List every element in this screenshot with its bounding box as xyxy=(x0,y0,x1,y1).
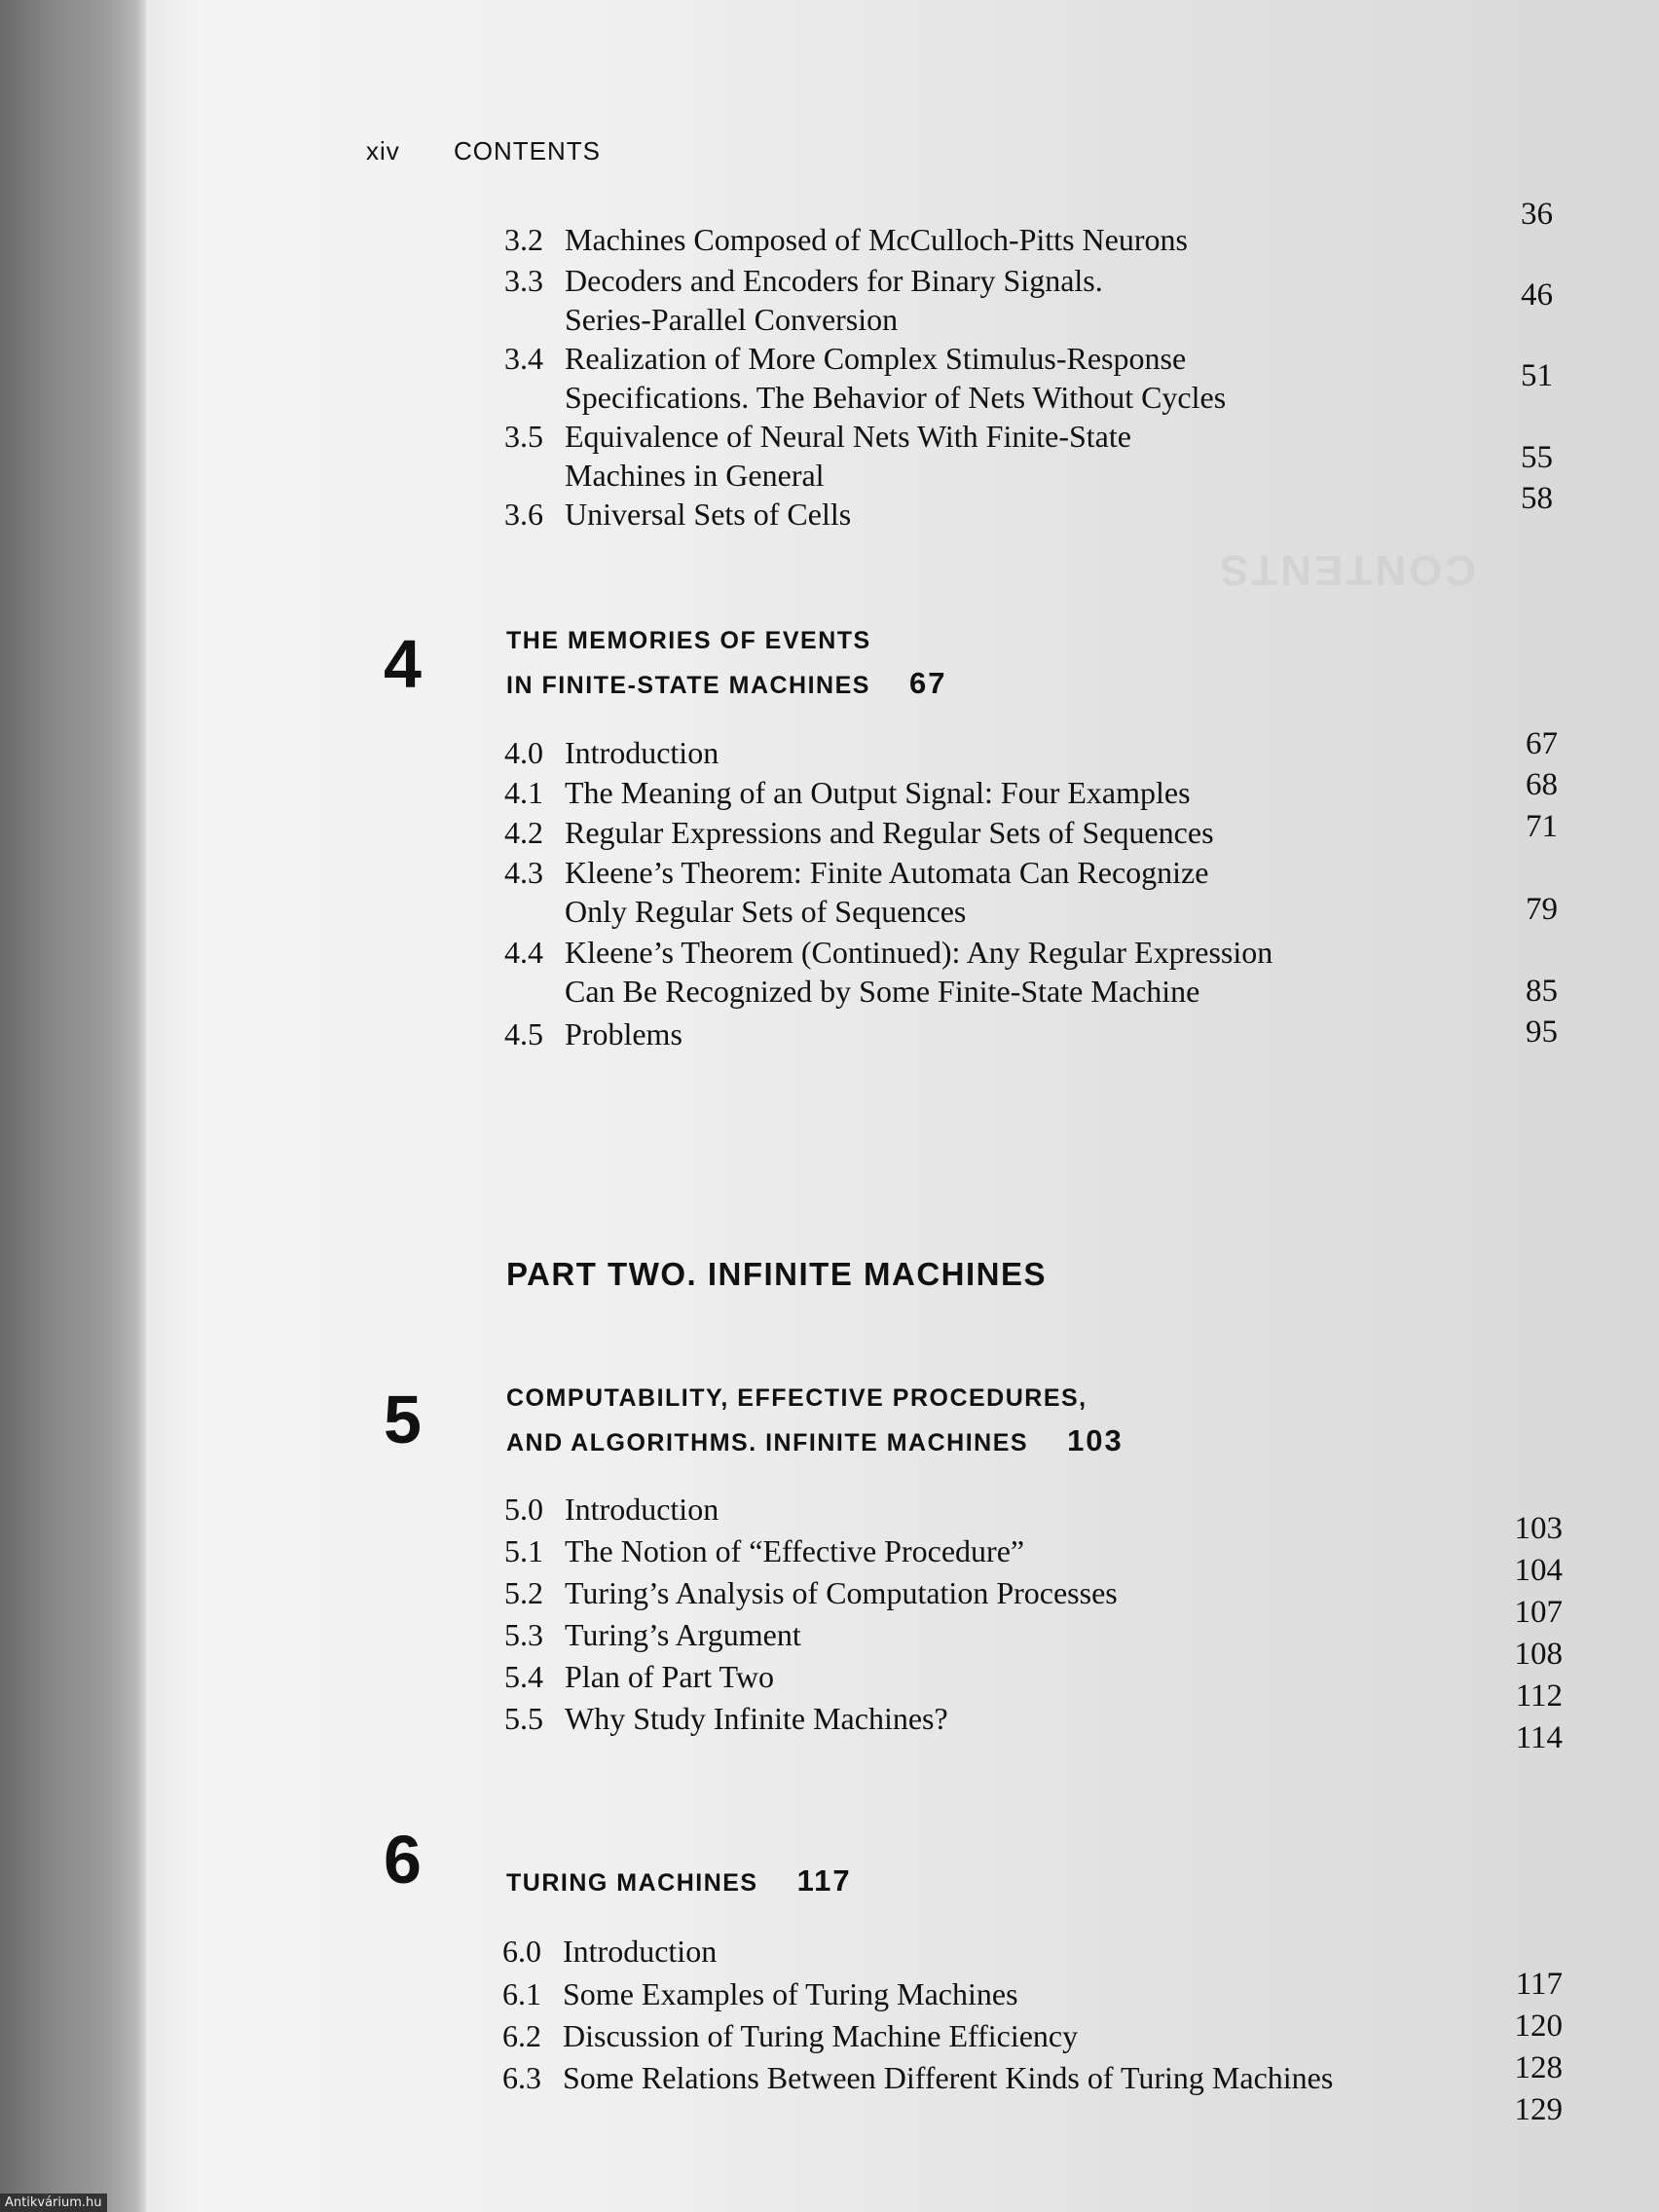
part-heading: PART TWO. INFINITE MACHINES xyxy=(506,1256,1048,1292)
toc-page: 95 xyxy=(1526,1014,1558,1050)
toc-page: 55 xyxy=(1521,440,1553,475)
toc-page: 71 xyxy=(1526,809,1558,844)
toc-entry-3-4: 3.4 Realization of More Complex Stimulus-Response Specifications. The Behavior of Nets Without Cycles xyxy=(504,341,1227,415)
toc-page: 107 xyxy=(1514,1595,1563,1630)
toc-entry-6-2: 6.2 Discussion of Turing Machine Efficiency xyxy=(502,2018,1079,2053)
toc-page: 79 xyxy=(1526,892,1558,927)
toc-entry-5-5: 5.5 Why Study Infinite Machines? xyxy=(504,1701,948,1736)
toc-page: 117 xyxy=(1515,1967,1563,2002)
running-head: CONTENTS xyxy=(454,136,601,166)
toc-entry-4-0: 4.0 Introduction xyxy=(504,735,719,770)
toc-page: 114 xyxy=(1515,1720,1563,1755)
toc-page: 58 xyxy=(1521,481,1553,516)
toc-entry-5-2: 5.2 Turing’s Analysis of Computation Processes xyxy=(504,1575,1118,1610)
toc-entry-3-3: 3.3 Decoders and Encoders for Binary Signals. Series-Parallel Conversion xyxy=(504,263,1103,337)
toc-entry-3-2: 3.2 Machines Composed of McCulloch-Pitts Neurons xyxy=(504,222,1188,257)
toc-entry-5-1: 5.1 The Notion of “Effective Procedure” xyxy=(504,1533,1025,1568)
toc-page: 103 xyxy=(1514,1511,1563,1546)
book-spine-shadow xyxy=(0,0,146,2212)
toc-entry-4-3: 4.3 Kleene’s Theorem: Finite Automata Can Recognize Only Regular Sets of Sequences xyxy=(504,855,1209,929)
toc-entry-5-4: 5.4 Plan of Part Two xyxy=(504,1659,774,1694)
toc-entry-6-3: 6.3 Some Relations Between Different Kinds of Turing Machines xyxy=(502,2060,1334,2095)
toc-page: 112 xyxy=(1515,1678,1563,1714)
toc-entry-6-0: 6.0 Introduction xyxy=(502,1934,718,1969)
bleed-through-text: CONTENTS xyxy=(1217,546,1476,594)
toc-entry-6-1: 6.1 Some Examples of Turing Machines xyxy=(502,1976,1018,2011)
toc-page: 36 xyxy=(1521,197,1553,232)
toc-entry-4-5: 4.5 Problems xyxy=(504,1016,682,1051)
toc-entry-3-6: 3.6 Universal Sets of Cells xyxy=(504,497,852,532)
chapter-number: 4 xyxy=(384,626,422,702)
toc-page: 108 xyxy=(1514,1637,1563,1672)
toc-page: 68 xyxy=(1526,767,1558,802)
toc-entry-5-0: 5.0 Introduction xyxy=(504,1492,719,1527)
chapter-number: 5 xyxy=(384,1382,422,1457)
toc-page: 129 xyxy=(1514,2092,1563,2127)
watermark: Antikvárium.hu xyxy=(0,2194,107,2212)
toc-page: 46 xyxy=(1521,277,1553,313)
toc-page: 128 xyxy=(1514,2050,1563,2085)
toc-page: 51 xyxy=(1521,358,1553,393)
toc-entry-4-1: 4.1 The Meaning of an Output Signal: Four Examples xyxy=(504,775,1191,810)
chapter-title: TURING MACHINES 117 xyxy=(506,1863,852,1898)
toc-page: 120 xyxy=(1514,2009,1563,2044)
toc-entry-5-3: 5.3 Turing’s Argument xyxy=(504,1617,801,1652)
chapter-title: COMPUTABILITY, EFFECTIVE PROCEDURES, AND ALGORITHMS. INFINITE MACHINES 103 xyxy=(506,1384,1124,1457)
toc-page: 85 xyxy=(1526,974,1558,1009)
toc-page: 67 xyxy=(1526,726,1558,761)
toc-entry-4-2: 4.2 Regular Expressions and Regular Sets of Sequences xyxy=(504,815,1214,850)
toc-entry-3-5: 3.5 Equivalence of Neural Nets With Finite-State Machines in General xyxy=(504,419,1131,493)
chapter-title: THE MEMORIES OF EVENTS IN FINITE-STATE MACHINES 67 xyxy=(506,627,947,700)
chapter-number: 6 xyxy=(384,1822,422,1898)
page-number: xiv xyxy=(366,136,400,166)
toc-page: 104 xyxy=(1514,1553,1563,1588)
toc-entry-4-4: 4.4 Kleene’s Theorem (Continued): Any Regular Expression Can Be Recognized by Some Finite-State Machine xyxy=(504,935,1273,1009)
